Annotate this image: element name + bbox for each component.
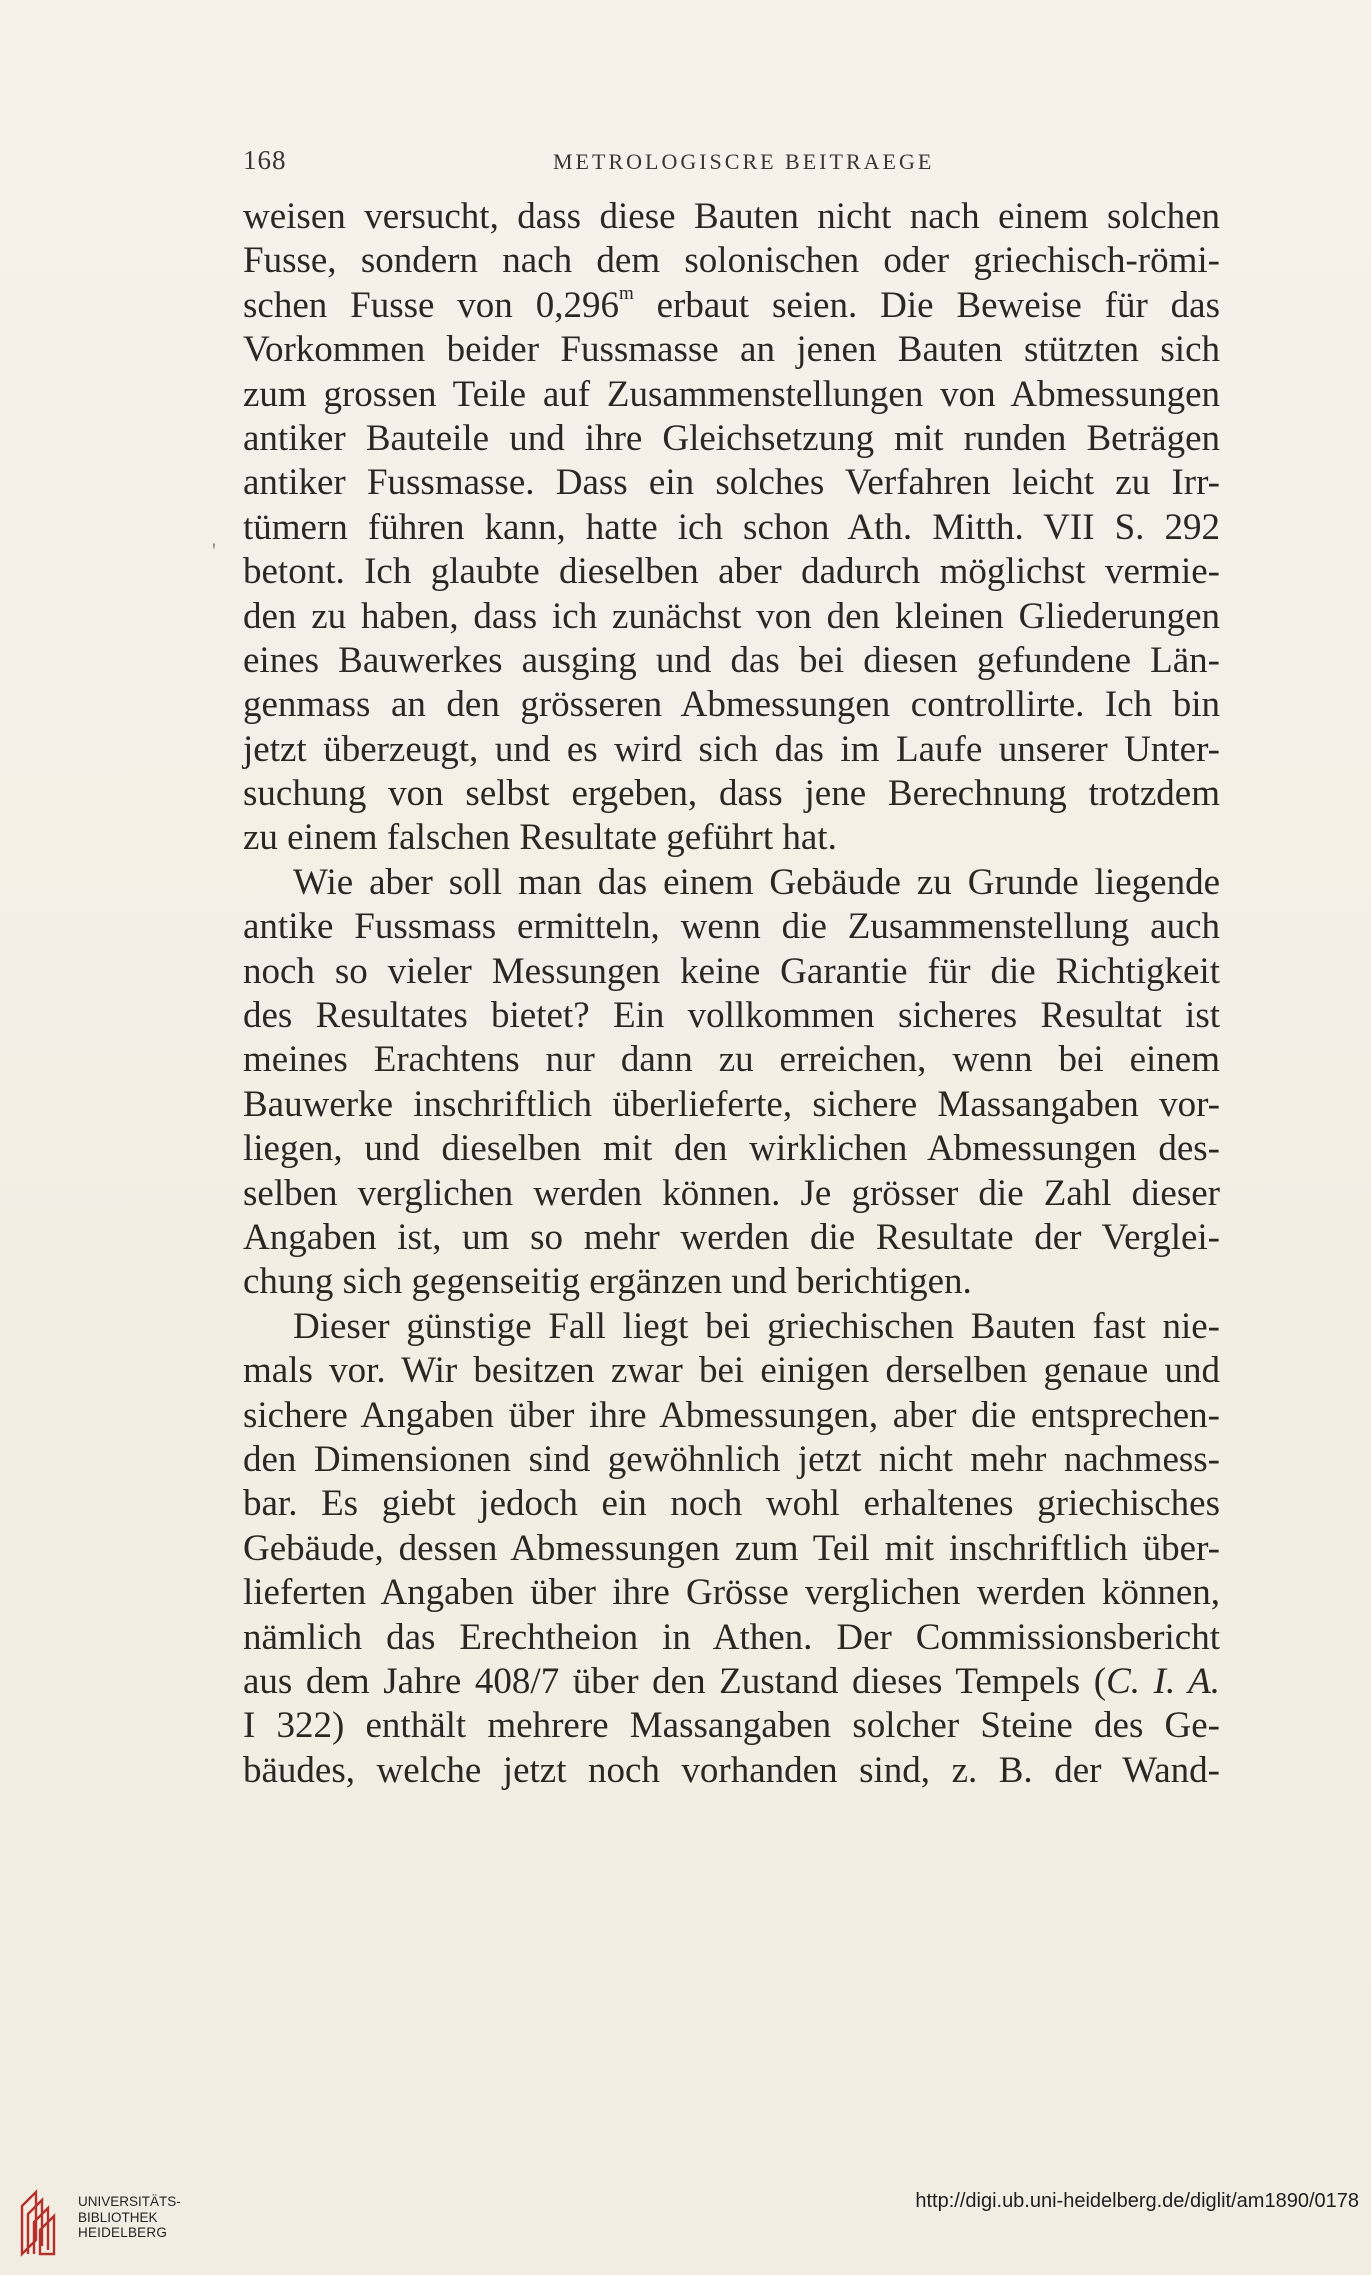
text-line: zu einem falschen Resultate geführt hat. — [243, 817, 837, 859]
library-logo-icon — [16, 2184, 60, 2258]
text-line: betont. Ich glaubte dieselben aber dadurch möglichst vermie- — [243, 551, 1220, 593]
text-line: Dieser günstige Fall liegt bei griechischen Bauten fast nie- — [293, 1305, 1220, 1347]
text-line: genmass an den grösseren Abmessungen controllirte. Ich bin — [243, 684, 1220, 726]
text-line: den Dimensionen sind gewöhnlich jetzt nicht mehr nachmess- — [243, 1438, 1220, 1480]
text-line: sichere Angaben über ihre Abmessungen, aber die entsprechen- — [243, 1394, 1220, 1436]
text-line: selben verglichen werden können. Je grösser die Zahl dieser — [243, 1172, 1220, 1214]
text-line: chung sich gegenseitig ergänzen und berichtigen. — [243, 1261, 972, 1303]
text-line: suchung von selbst ergeben, dass jene Berechnung trotzdem — [243, 773, 1220, 815]
margin-mark: ' — [212, 538, 216, 563]
text-line: meines Erachtens nur dann zu erreichen, wenn bei einem — [243, 1039, 1220, 1081]
text-line: liegen, und dieselben mit den wirklichen Abmessungen des- — [243, 1128, 1220, 1170]
text-line: I 322) enthält mehrere Massangaben solcher Steine des Ge- — [243, 1705, 1220, 1747]
text-line: Wie aber soll man das einem Gebäude zu Grunde liegende — [293, 861, 1220, 903]
text-fragment: erbaut seien. Die Beweise für das — [633, 284, 1220, 326]
page-header — [243, 145, 1220, 185]
text-line: nämlich das Erechtheion in Athen. Der Commissionsbericht — [243, 1616, 1220, 1658]
text-line: Bauwerke inschriftlich überlieferte, sichere Massangaben vor- — [243, 1083, 1220, 1125]
text-line: Angaben ist, um so mehr werden die Resultate der Verglei- — [243, 1216, 1220, 1258]
text-line: tümern führen kann, hatte ich schon Ath. Mitth. VII S. 292 — [243, 506, 1220, 548]
citation-italic: C. I. A. — [1106, 1660, 1220, 1702]
page-footer — [0, 2180, 1371, 2275]
text-line: bar. Es giebt jedoch ein noch wohl erhaltenes griechisches — [243, 1483, 1220, 1525]
body-text — [243, 195, 1220, 1793]
text-line: mals vor. Wir besitzen zwar bei einigen derselben genaue und — [243, 1350, 1220, 1392]
text-line: Gebäude, dessen Abmessungen zum Teil mit inschriftlich über- — [243, 1527, 1220, 1569]
text-line: Fusse, sondern nach dem solonischen oder griechisch-römi- — [243, 240, 1220, 282]
text-line: den zu haben, dass ich zunächst von den kleinen Gliederungen — [243, 595, 1220, 637]
source-url-link[interactable]: http://digi.ub.uni-heidelberg.de/diglit/am1890/0178 — [915, 2190, 1359, 2212]
text-line: antiker Fussmasse. Dass ein solches Verfahren leicht zu Irr- — [243, 462, 1220, 504]
text-line: weisen versucht, dass diese Bauten nicht nach einem solchen — [243, 196, 1220, 237]
text-line: lieferten Angaben über ihre Grösse verglichen werden können, — [243, 1572, 1220, 1614]
meter-superscript: m — [618, 282, 634, 304]
text-line: jetzt überzeugt, und es wird sich das im Laufe unserer Unter- — [243, 728, 1220, 770]
library-name — [78, 2194, 181, 2241]
text-line: zum grossen Teile auf Zusammenstellungen von Abmessungen — [243, 373, 1220, 415]
text-line: Vorkommen beider Fussmasse an jenen Bauten stützten sich — [243, 329, 1220, 371]
library-name-line: BIBLIOTHEK — [78, 2209, 158, 2225]
text-line: antiker Bauteile und ihre Gleichsetzung mit runden Beträgen — [243, 417, 1220, 459]
text-line: eines Bauwerkes ausging und das bei diesen gefundene Län- — [243, 639, 1220, 681]
text-line: des Resultates bietet? Ein vollkommen sicheres Resultat ist — [243, 995, 1220, 1037]
library-name-line: HEIDELBERG — [78, 2225, 168, 2240]
page-number: 168 — [243, 145, 287, 175]
text-line — [243, 1660, 1220, 1704]
text-line: antike Fussmass ermitteln, wenn die Zusammenstellung auch — [243, 906, 1220, 948]
text-line: noch so vieler Messungen keine Garantie für die Richtigkeit — [243, 950, 1220, 992]
text-line — [243, 284, 1220, 328]
text-line: bäudes, welche jetzt noch vorhanden sind, z. B. der Wand- — [243, 1749, 1220, 1791]
running-title: METROLOGISCRE BEITRAEGE — [553, 149, 935, 174]
text-fragment: aus dem Jahre 408/7 über den Zustand dieses Tempels ( — [243, 1660, 1107, 1702]
library-name-line: UNIVERSITÄTS- — [78, 2194, 181, 2209]
text-fragment: schen Fusse von 0,296 — [243, 284, 619, 326]
